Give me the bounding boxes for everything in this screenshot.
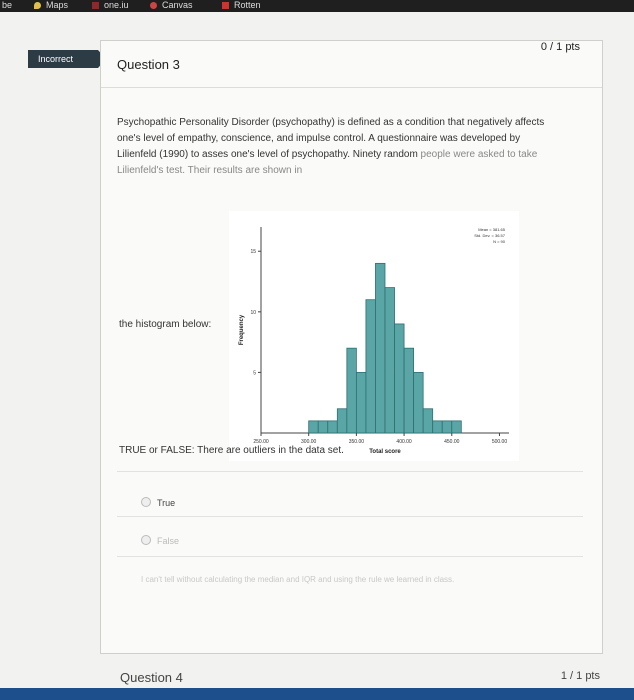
question-text-faded: people were asked to take Lilienfeld's test. Their results are shown in [117, 149, 538, 176]
histogram-bar [433, 421, 443, 433]
bookmark-label: one.iu [104, 0, 129, 10]
radio-icon[interactable] [141, 497, 151, 507]
x-tick-label: 300.00 [301, 439, 317, 445]
y-tick-label: 10 [250, 309, 256, 316]
quiz-results-page [0, 12, 634, 688]
histogram-chart [229, 211, 519, 461]
question-points: 0 / 1 pts [540, 41, 580, 53]
x-axis-label: Total score [369, 449, 401, 455]
bookmark-one-iu[interactable] [92, 0, 129, 10]
answer-label: I can't tell without calculating the median and IQR and using the rule we learned in class. [141, 575, 455, 584]
answer-label: False [157, 536, 180, 546]
histogram-bar [366, 300, 376, 433]
x-tick-label: 450.00 [444, 439, 460, 445]
question-text [117, 115, 557, 179]
x-tick-label: 500.00 [491, 439, 508, 445]
histogram-bar [404, 348, 414, 433]
answer-true[interactable] [141, 497, 175, 508]
histogram-bar [318, 421, 328, 433]
tomato-icon [222, 2, 229, 9]
histogram-bar [347, 348, 357, 433]
question-card [100, 40, 603, 654]
histogram-bar [442, 421, 452, 433]
chart-stats-label: Std. Dev. = 36.57 [474, 233, 505, 238]
answer-divider [117, 471, 583, 472]
question-header [101, 41, 602, 88]
answer-divider [117, 516, 583, 517]
chart-stats-label: N = 90 [493, 239, 505, 244]
bookmark-canvas[interactable] [150, 0, 193, 10]
bookmarks-bar [0, 0, 634, 12]
histogram-intro: the histogram below: [119, 319, 212, 330]
next-question-title: Question 4 [120, 670, 183, 685]
question-title: Question 3 [117, 57, 180, 72]
question-text-main: Psychopathic Personality Disorder (psychopathy) is defined as a condition that negatively affects one's level of empathy, conscience, and impulse control. A questionnaire was developed by Lilienfeld (1990) to asses one's level of psychopathy. Ninety random [117, 117, 545, 160]
x-tick-label: 400.00 [396, 439, 412, 445]
y-axis-label: Frequency [239, 314, 245, 346]
histogram-bar [375, 263, 385, 433]
site-icon [92, 2, 99, 9]
y-tick-label: 5 [253, 370, 256, 377]
answer-divider [117, 556, 583, 557]
bookmark-label: Canvas [162, 0, 193, 10]
chart-stats-label: Mean = 381.65 [478, 227, 505, 232]
bookmark-label: Maps [46, 0, 69, 10]
question-prompt: TRUE or FALSE: There are outliers in the data set. [119, 445, 344, 456]
answer-label: True [157, 498, 176, 508]
map-pin-icon [34, 2, 41, 9]
histogram-bar [309, 421, 319, 433]
taskbar [0, 688, 634, 700]
histogram-bar [414, 372, 424, 433]
answer-false[interactable] [141, 535, 179, 546]
bookmark-be[interactable]: be [2, 0, 13, 10]
bookmark-label: Rotten [234, 0, 261, 10]
y-tick-label: 15 [250, 249, 256, 256]
status-badge: Incorrect [28, 50, 98, 68]
bookmark-maps[interactable] [34, 0, 68, 10]
histogram-bar [385, 288, 395, 433]
answer-cant-tell[interactable] [141, 575, 454, 584]
bookmark-rotten[interactable] [222, 0, 261, 10]
next-question-points: 1 / 1 pts [560, 670, 600, 682]
histogram-bar [452, 421, 462, 433]
x-tick-label: 350.00 [348, 439, 365, 445]
histogram-bar [356, 372, 366, 433]
histogram-bar [328, 421, 338, 433]
histogram-bar [395, 324, 405, 433]
x-tick-label: 250.00 [253, 439, 269, 445]
histogram-bar [337, 409, 347, 433]
radio-icon[interactable] [141, 535, 151, 545]
histogram-bar [423, 409, 433, 433]
canvas-icon [150, 2, 157, 9]
